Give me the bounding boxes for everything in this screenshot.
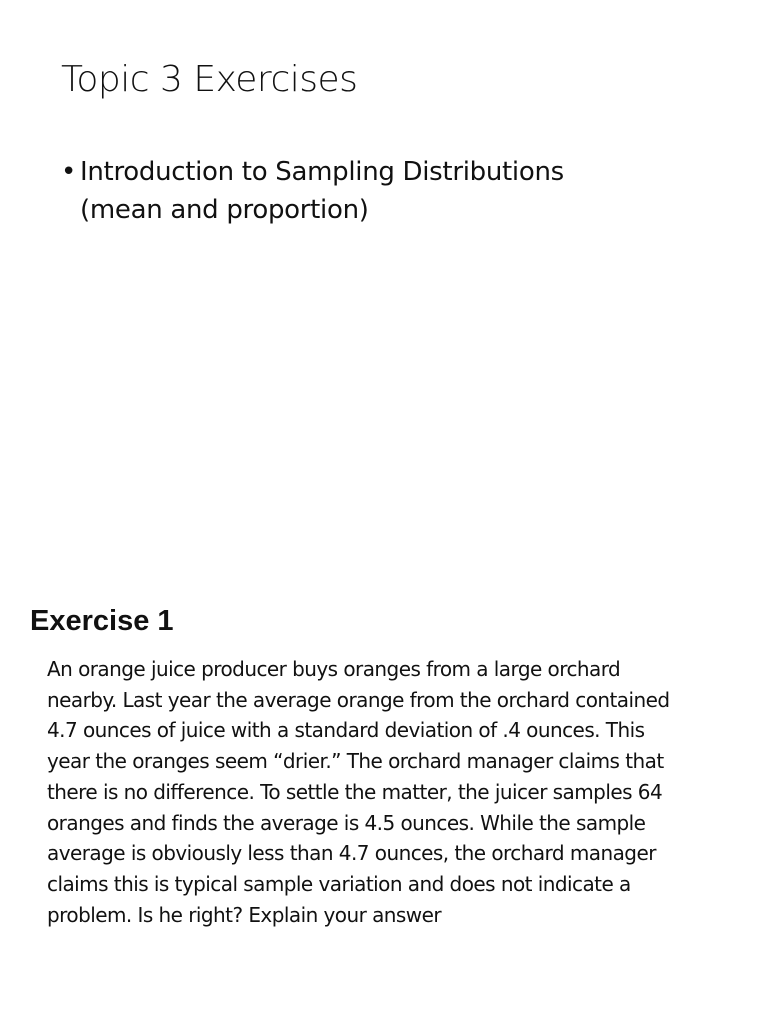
exercise-line: claims this is typical sample variation and does not indicate a	[47, 871, 631, 896]
exercise-line: average is obviously less than 4.7 ounces, the orchard manager	[47, 841, 656, 866]
exercise-line: year the oranges seem “drier.” The orchard manager claims that	[47, 749, 664, 774]
bullet-text	[80, 154, 564, 229]
exercise-line: problem. Is he right? Explain your answer	[47, 902, 442, 927]
slide-title: Topic 3 Exercises	[61, 59, 358, 100]
exercise-line: An orange juice producer buys oranges from a large orchard	[47, 657, 621, 681]
bullet-list	[61, 154, 661, 229]
exercise-heading: Exercise 1	[30, 605, 174, 637]
bullet-item	[61, 154, 661, 229]
bullet-marker: •	[61, 157, 77, 187]
exercise-body	[47, 654, 747, 930]
exercise-line: oranges and finds the average is 4.5 ounces. While the sample	[47, 810, 646, 835]
bullet-line: Introduction to Sampling Distributions	[80, 157, 564, 187]
exercise-line: nearby. Last year the average orange from the orchard contained	[47, 687, 670, 712]
bullet-line: (mean and proportion)	[80, 194, 369, 225]
slide-exercise-1	[0, 576, 768, 1024]
exercise-line: there is no difference. To settle the matter, the juicer samples 64	[47, 779, 663, 804]
exercise-line: 4.7 ounces of juice with a standard deviation of .4 ounces. This	[47, 718, 645, 743]
